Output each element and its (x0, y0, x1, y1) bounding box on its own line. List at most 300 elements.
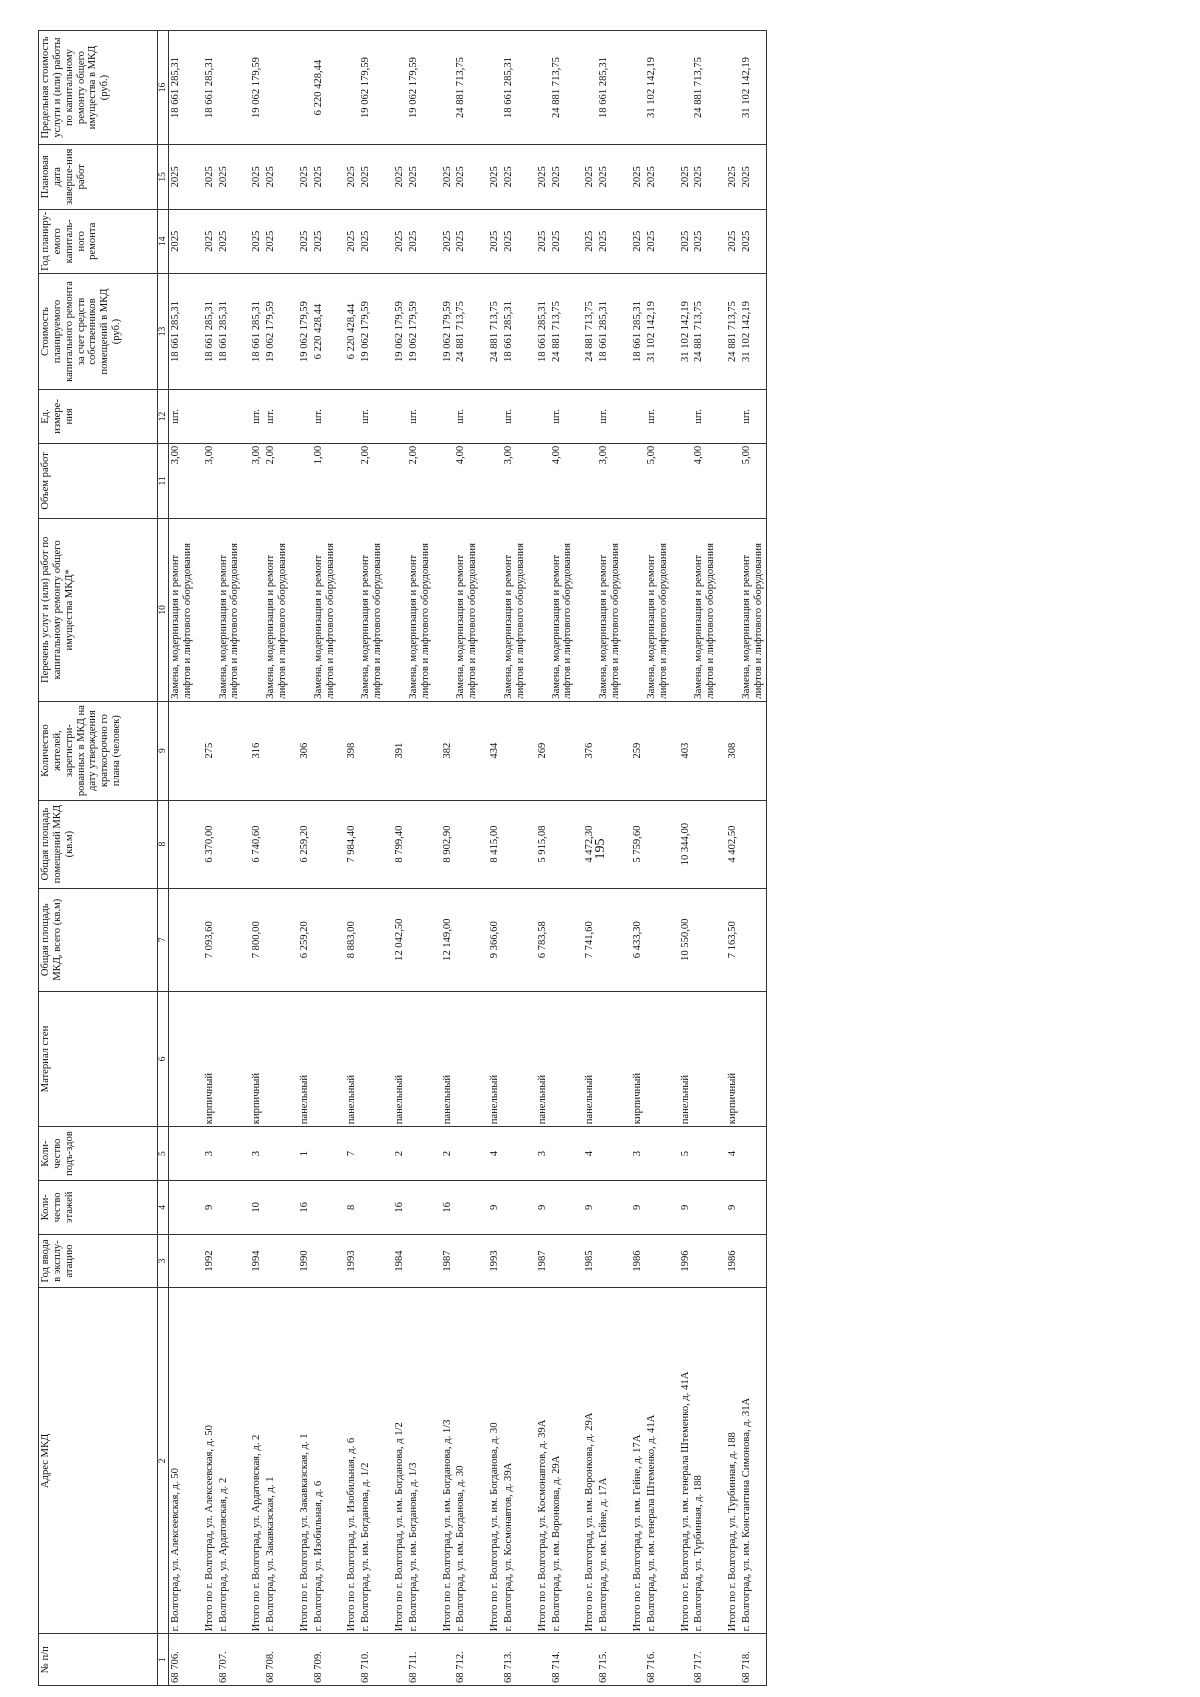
cell-living (217, 800, 243, 888)
cell-limit: 18 661 285,31 (195, 31, 217, 145)
cell-num (480, 1634, 502, 1686)
cell-floors (645, 1180, 671, 1234)
cell-year (597, 1234, 623, 1288)
cell-unit: шт. (312, 390, 338, 444)
cell-cost: 19 062 179,59 (433, 274, 455, 390)
cell-floors (597, 1180, 623, 1234)
cell-vol (528, 443, 550, 518)
table-row-item (169, 31, 195, 1686)
cell-num (337, 1634, 359, 1686)
table-row-item (454, 31, 480, 1686)
cell-living: 7 984,40 (337, 800, 359, 888)
cell-num: 68 714. (550, 1634, 576, 1686)
cell-limit (480, 31, 502, 145)
cell-living: 4 472,30 (575, 800, 597, 888)
cell-num (575, 1634, 597, 1686)
cell-vol: 2,00 (264, 443, 290, 518)
cell-year (217, 1234, 243, 1288)
page-number: 195 (593, 838, 608, 860)
cell-addr: г. Волгоград, ул. Ардатовская, д. 2 (217, 1288, 243, 1634)
cell-vol (290, 443, 312, 518)
cell-entr (550, 1127, 576, 1181)
cell-work (385, 519, 407, 702)
cell-limit (385, 31, 407, 145)
cell-num: 68 707. (217, 1634, 243, 1686)
cell-mat: панельный (433, 991, 455, 1126)
cell-pyear: 2025 (597, 209, 623, 273)
cell-floors: 16 (433, 1180, 455, 1234)
cell-limit: 31 102 142,19 (740, 31, 766, 145)
cell-pdate: 2025 (597, 145, 623, 209)
cell-pyear: 2025 (480, 209, 502, 273)
cell-mat (454, 991, 480, 1126)
cell-area (740, 888, 766, 991)
cell-pdate: 2025 (217, 145, 243, 209)
cell-living: 8 799,40 (385, 800, 407, 888)
cell-living: 6 259,20 (290, 800, 312, 888)
cell-unit: шт. (692, 390, 718, 444)
cell-mat (502, 991, 528, 1126)
cell-pyear: 2025 (169, 209, 195, 273)
cell-work (671, 519, 693, 702)
cell-vol (433, 443, 455, 518)
cell-floors (359, 1180, 385, 1234)
cell-pdate: 2025 (502, 145, 528, 209)
cell-limit (290, 31, 312, 145)
cell-year: 1993 (480, 1234, 502, 1288)
cell-entr: 5 (671, 1127, 693, 1181)
cell-year (692, 1234, 718, 1288)
cell-limit (217, 31, 243, 145)
cell-unit (671, 390, 693, 444)
cell-work: Замена, модернизация и ремонт лифтов и лифтового оборудования (692, 519, 718, 702)
column-header: Стоимость планируемого капитального ремонта за счет средств собственников помещений в МКД (руб.) (39, 274, 158, 390)
cell-pyear: 2025 (528, 209, 550, 273)
cell-pdate: 2025 (645, 145, 671, 209)
cell-work (337, 519, 359, 702)
cell-people (550, 701, 576, 800)
cell-living (740, 800, 766, 888)
cell-vol: 2,00 (407, 443, 433, 518)
cell-pyear: 2025 (502, 209, 528, 273)
cell-unit: шт. (645, 390, 671, 444)
cell-pdate: 2025 (264, 145, 290, 209)
cell-people (312, 701, 338, 800)
cell-work: Замена, модернизация и ремонт лифтов и лифтового оборудования (502, 519, 528, 702)
cell-num (195, 1634, 217, 1686)
cell-people: 398 (337, 701, 359, 800)
cell-vol (718, 443, 740, 518)
cell-people (217, 701, 243, 800)
column-header: Плановая дата заверше-ния работ (39, 145, 158, 209)
cell-cost: 18 661 285,31 (195, 274, 217, 390)
cell-people: 391 (385, 701, 407, 800)
cell-year: 1994 (242, 1234, 264, 1288)
cell-limit: 6 220 428,44 (312, 31, 338, 145)
cell-year (407, 1234, 433, 1288)
cell-work (433, 519, 455, 702)
column-number: 12 (158, 390, 169, 444)
cell-area: 12 149,00 (433, 888, 455, 991)
cell-entr: 2 (385, 1127, 407, 1181)
cell-limit: 19 062 179,59 (242, 31, 264, 145)
cell-area: 6 259,20 (290, 888, 312, 991)
cell-floors (264, 1180, 290, 1234)
cell-cost: 24 881 713,75 (718, 274, 740, 390)
cell-vol: 4,00 (550, 443, 576, 518)
cell-pyear: 2025 (433, 209, 455, 273)
cell-people (502, 701, 528, 800)
cell-pdate: 2025 (575, 145, 597, 209)
table-row-item (264, 31, 290, 1686)
cell-entr: 3 (623, 1127, 645, 1181)
cell-floors: 8 (337, 1180, 359, 1234)
cell-unit (528, 390, 550, 444)
cell-living (454, 800, 480, 888)
cell-addr: г. Волгоград, ул. им. Богданова, д. 30 (454, 1288, 480, 1634)
cell-area (169, 888, 195, 991)
cell-entr: 7 (337, 1127, 359, 1181)
cell-limit (575, 31, 597, 145)
cell-entr: 3 (195, 1127, 217, 1181)
cell-unit: шт. (359, 390, 385, 444)
cell-mat: панельный (337, 991, 359, 1126)
cell-cost: 24 881 713,75 (692, 274, 718, 390)
cell-pdate: 2025 (312, 145, 338, 209)
cell-people (692, 701, 718, 800)
cell-work (290, 519, 312, 702)
cell-limit: 31 102 142,19 (645, 31, 671, 145)
cell-addr: Итого по г. Волгоград, ул. им. генерала Штеменко, д. 41А (671, 1288, 693, 1634)
column-number: 4 (158, 1180, 169, 1234)
cell-limit (623, 31, 645, 145)
cell-mat: кирпичный (195, 991, 217, 1126)
cell-unit (718, 390, 740, 444)
cell-vol (480, 443, 502, 518)
cell-cost: 18 661 285,31 (169, 274, 195, 390)
cell-unit (385, 390, 407, 444)
cell-work: Замена, модернизация и ремонт лифтов и лифтового оборудования (217, 519, 243, 702)
cell-year (312, 1234, 338, 1288)
cell-vol: 3,00 (502, 443, 528, 518)
cell-pyear: 2025 (718, 209, 740, 273)
cell-year (454, 1234, 480, 1288)
table-row-total (242, 31, 264, 1686)
cell-pdate: 2025 (242, 145, 264, 209)
cell-unit: шт. (264, 390, 290, 444)
cell-mat: панельный (671, 991, 693, 1126)
cell-people: 308 (718, 701, 740, 800)
cell-area (454, 888, 480, 991)
cell-pyear: 2025 (264, 209, 290, 273)
cell-living: 4 402,50 (718, 800, 740, 888)
column-header: Коли-чество подъ-здов (39, 1127, 158, 1181)
cell-limit (671, 31, 693, 145)
cell-area: 6 433,30 (623, 888, 645, 991)
cell-year: 1987 (433, 1234, 455, 1288)
cell-num: 68 711. (407, 1634, 433, 1686)
cell-living: 8 902,90 (433, 800, 455, 888)
cell-pyear: 2025 (623, 209, 645, 273)
cell-floors: 9 (195, 1180, 217, 1234)
cell-mat (597, 991, 623, 1126)
cell-vol: 2,00 (359, 443, 385, 518)
cell-num (290, 1634, 312, 1686)
cell-vol: 1,00 (312, 443, 338, 518)
column-header: Коли-чество этажей (39, 1180, 158, 1234)
cell-people: 275 (195, 701, 217, 800)
cell-limit: 24 881 713,75 (454, 31, 480, 145)
cell-work: Замена, модернизация и ремонт лифтов и лифтового оборудования (550, 519, 576, 702)
cell-num (385, 1634, 407, 1686)
cell-floors (454, 1180, 480, 1234)
cell-vol: 4,00 (454, 443, 480, 518)
cell-addr: Итого по г. Волгоград, ул. им. Богданова, д. 1/3 (433, 1288, 455, 1634)
cell-entr (169, 1127, 195, 1181)
cell-cost: 18 661 285,31 (217, 274, 243, 390)
cell-people (645, 701, 671, 800)
cell-floors: 9 (671, 1180, 693, 1234)
cell-floors: 9 (528, 1180, 550, 1234)
column-header: Материал стен (39, 991, 158, 1126)
cell-unit: шт. (597, 390, 623, 444)
cell-year: 1985 (575, 1234, 597, 1288)
cell-floors (312, 1180, 338, 1234)
cell-work (242, 519, 264, 702)
cell-pyear: 2025 (242, 209, 264, 273)
cell-cost: 18 661 285,31 (502, 274, 528, 390)
cell-people (597, 701, 623, 800)
column-number: 7 (158, 888, 169, 991)
cell-pdate: 2025 (169, 145, 195, 209)
cell-limit (528, 31, 550, 145)
cell-people (169, 701, 195, 800)
cell-mat: панельный (290, 991, 312, 1126)
cell-area: 7 093,60 (195, 888, 217, 991)
column-header: Количество жителей, зарегистри-рованных в МКД на дату утверждения краткосрочно го плана (человек) (39, 701, 158, 800)
cell-vol: 4,00 (692, 443, 718, 518)
repair-plan-table (38, 30, 767, 1686)
cell-mat (645, 991, 671, 1126)
column-number: 10 (158, 519, 169, 702)
cell-num: 68 716. (645, 1634, 671, 1686)
cell-pdate: 2025 (480, 145, 502, 209)
cell-unit (623, 390, 645, 444)
cell-vol (385, 443, 407, 518)
column-header: Ед. измере-ния (39, 390, 158, 444)
cell-addr: г. Волгоград, ул. им. Гейне, д. 17А (597, 1288, 623, 1634)
cell-pyear: 2025 (290, 209, 312, 273)
column-number: 3 (158, 1234, 169, 1288)
cell-addr: Итого по г. Волгоград, ул. Космонавтов, д. 39А (528, 1288, 550, 1634)
cell-cost: 31 102 142,19 (645, 274, 671, 390)
cell-area (264, 888, 290, 991)
table-row-total (480, 31, 502, 1686)
cell-cost: 24 881 713,75 (480, 274, 502, 390)
cell-work (480, 519, 502, 702)
cell-area: 7 163,50 (718, 888, 740, 991)
cell-cost: 31 102 142,19 (740, 274, 766, 390)
cell-limit (433, 31, 455, 145)
cell-people (264, 701, 290, 800)
column-number: 11 (158, 443, 169, 518)
cell-entr: 4 (480, 1127, 502, 1181)
cell-work: Замена, модернизация и ремонт лифтов и лифтового оборудования (169, 519, 195, 702)
cell-pdate: 2025 (337, 145, 359, 209)
table-row-total (575, 31, 597, 1686)
cell-work: Замена, модернизация и ремонт лифтов и лифтового оборудования (740, 519, 766, 702)
cell-unit (290, 390, 312, 444)
cell-mat (692, 991, 718, 1126)
cell-unit: шт. (550, 390, 576, 444)
cell-mat (550, 991, 576, 1126)
cell-floors (407, 1180, 433, 1234)
cell-people: 259 (623, 701, 645, 800)
cell-year: 1984 (385, 1234, 407, 1288)
cell-people (740, 701, 766, 800)
cell-pyear: 2025 (575, 209, 597, 273)
cell-area (550, 888, 576, 991)
cell-num: 68 718. (740, 1634, 766, 1686)
column-number: 15 (158, 145, 169, 209)
cell-work: Замена, модернизация и ремонт лифтов и лифтового оборудования (407, 519, 433, 702)
cell-area (407, 888, 433, 991)
cell-limit (718, 31, 740, 145)
cell-pyear: 2025 (385, 209, 407, 273)
cell-cost: 18 661 285,31 (242, 274, 264, 390)
cell-limit (264, 31, 290, 145)
table-row-total (718, 31, 740, 1686)
cell-vol (575, 443, 597, 518)
cell-unit: шт. (740, 390, 766, 444)
cell-people (359, 701, 385, 800)
table-row-item (645, 31, 671, 1686)
cell-entr (312, 1127, 338, 1181)
cell-limit: 18 661 285,31 (169, 31, 195, 145)
cell-unit: шт. (169, 390, 195, 444)
cell-num: 68 715. (597, 1634, 623, 1686)
cell-unit (575, 390, 597, 444)
cell-num: 68 712. (454, 1634, 480, 1686)
cell-cost: 19 062 179,59 (385, 274, 407, 390)
cell-floors: 9 (575, 1180, 597, 1234)
cell-living (645, 800, 671, 888)
cell-addr: г. Волгоград, ул. им. Воронкова, д. 29А (550, 1288, 576, 1634)
cell-year: 1986 (623, 1234, 645, 1288)
cell-people: 403 (671, 701, 693, 800)
cell-vol: 3,00 (242, 443, 264, 518)
cell-mat (264, 991, 290, 1126)
cell-mat: кирпичный (623, 991, 645, 1126)
cell-area: 9 366,60 (480, 888, 502, 991)
cell-living (550, 800, 576, 888)
cell-area (359, 888, 385, 991)
cell-mat: панельный (385, 991, 407, 1126)
cell-pyear: 2025 (359, 209, 385, 273)
cell-mat: панельный (575, 991, 597, 1126)
table-body (169, 31, 767, 1686)
cell-year: 1986 (718, 1234, 740, 1288)
cell-limit: 19 062 179,59 (407, 31, 433, 145)
cell-work: Замена, модернизация и ремонт лифтов и лифтового оборудования (454, 519, 480, 702)
cell-unit: шт. (502, 390, 528, 444)
column-header: Год ввода в эксплу-атацию (39, 1234, 158, 1288)
cell-cost: 24 881 713,75 (454, 274, 480, 390)
cell-vol (671, 443, 693, 518)
cell-mat (169, 991, 195, 1126)
cell-people: 434 (480, 701, 502, 800)
cell-num: 68 717. (692, 1634, 718, 1686)
cell-pyear: 2025 (312, 209, 338, 273)
column-header: Предельная стоимость услуги и (или) работы по капитальному ремонту общего имущества в МКД (руб.) (39, 31, 158, 145)
cell-cost: 24 881 713,75 (550, 274, 576, 390)
cell-pyear: 2025 (454, 209, 480, 273)
rotated-table-container (38, 30, 1178, 1686)
column-number: 14 (158, 209, 169, 273)
cell-pdate: 2025 (740, 145, 766, 209)
cell-mat (359, 991, 385, 1126)
cell-num: 68 708. (264, 1634, 290, 1686)
cell-people: 382 (433, 701, 455, 800)
cell-area: 6 783,58 (528, 888, 550, 991)
cell-cost: 19 062 179,59 (359, 274, 385, 390)
cell-year (359, 1234, 385, 1288)
cell-year: 1990 (290, 1234, 312, 1288)
column-number: 13 (158, 274, 169, 390)
cell-cost: 18 661 285,31 (623, 274, 645, 390)
cell-vol: 5,00 (740, 443, 766, 518)
cell-mat: кирпичный (242, 991, 264, 1126)
cell-addr: Итого по г. Волгоград, ул. им. Богданова, д 1/2 (385, 1288, 407, 1634)
cell-floors: 9 (480, 1180, 502, 1234)
table-row-total (433, 31, 455, 1686)
cell-area: 12 042,50 (385, 888, 407, 991)
cell-pyear: 2025 (740, 209, 766, 273)
cell-unit: шт. (454, 390, 480, 444)
table-row-total (195, 31, 217, 1686)
cell-work: Замена, модернизация и ремонт лифтов и лифтового оборудования (597, 519, 623, 702)
cell-mat: панельный (480, 991, 502, 1126)
cell-unit (217, 390, 243, 444)
cell-work (195, 519, 217, 702)
cell-living: 5 759,60 (623, 800, 645, 888)
cell-living (502, 800, 528, 888)
cell-num (718, 1634, 740, 1686)
cell-entr (217, 1127, 243, 1181)
cell-area: 8 883,00 (337, 888, 359, 991)
cell-entr (454, 1127, 480, 1181)
column-header: Объем работ (39, 443, 158, 518)
column-header: Общая площадь МКД, всего (кв.м) (39, 888, 158, 991)
table-row-total (290, 31, 312, 1686)
table-row-item (312, 31, 338, 1686)
cell-mat (740, 991, 766, 1126)
cell-work (623, 519, 645, 702)
cell-floors: 9 (718, 1180, 740, 1234)
table-row-total (385, 31, 407, 1686)
cell-people: 316 (242, 701, 264, 800)
cell-pdate: 2025 (407, 145, 433, 209)
cell-num (242, 1634, 264, 1686)
cell-addr: г. Волгоград, ул. Алексеевская, д. 50 (169, 1288, 195, 1634)
cell-work (528, 519, 550, 702)
table-row-item (502, 31, 528, 1686)
table-row-item (692, 31, 718, 1686)
table-row-item (597, 31, 623, 1686)
cell-pdate: 2025 (671, 145, 693, 209)
cell-work: Замена, модернизация и ремонт лифтов и лифтового оборудования (359, 519, 385, 702)
cell-num (528, 1634, 550, 1686)
